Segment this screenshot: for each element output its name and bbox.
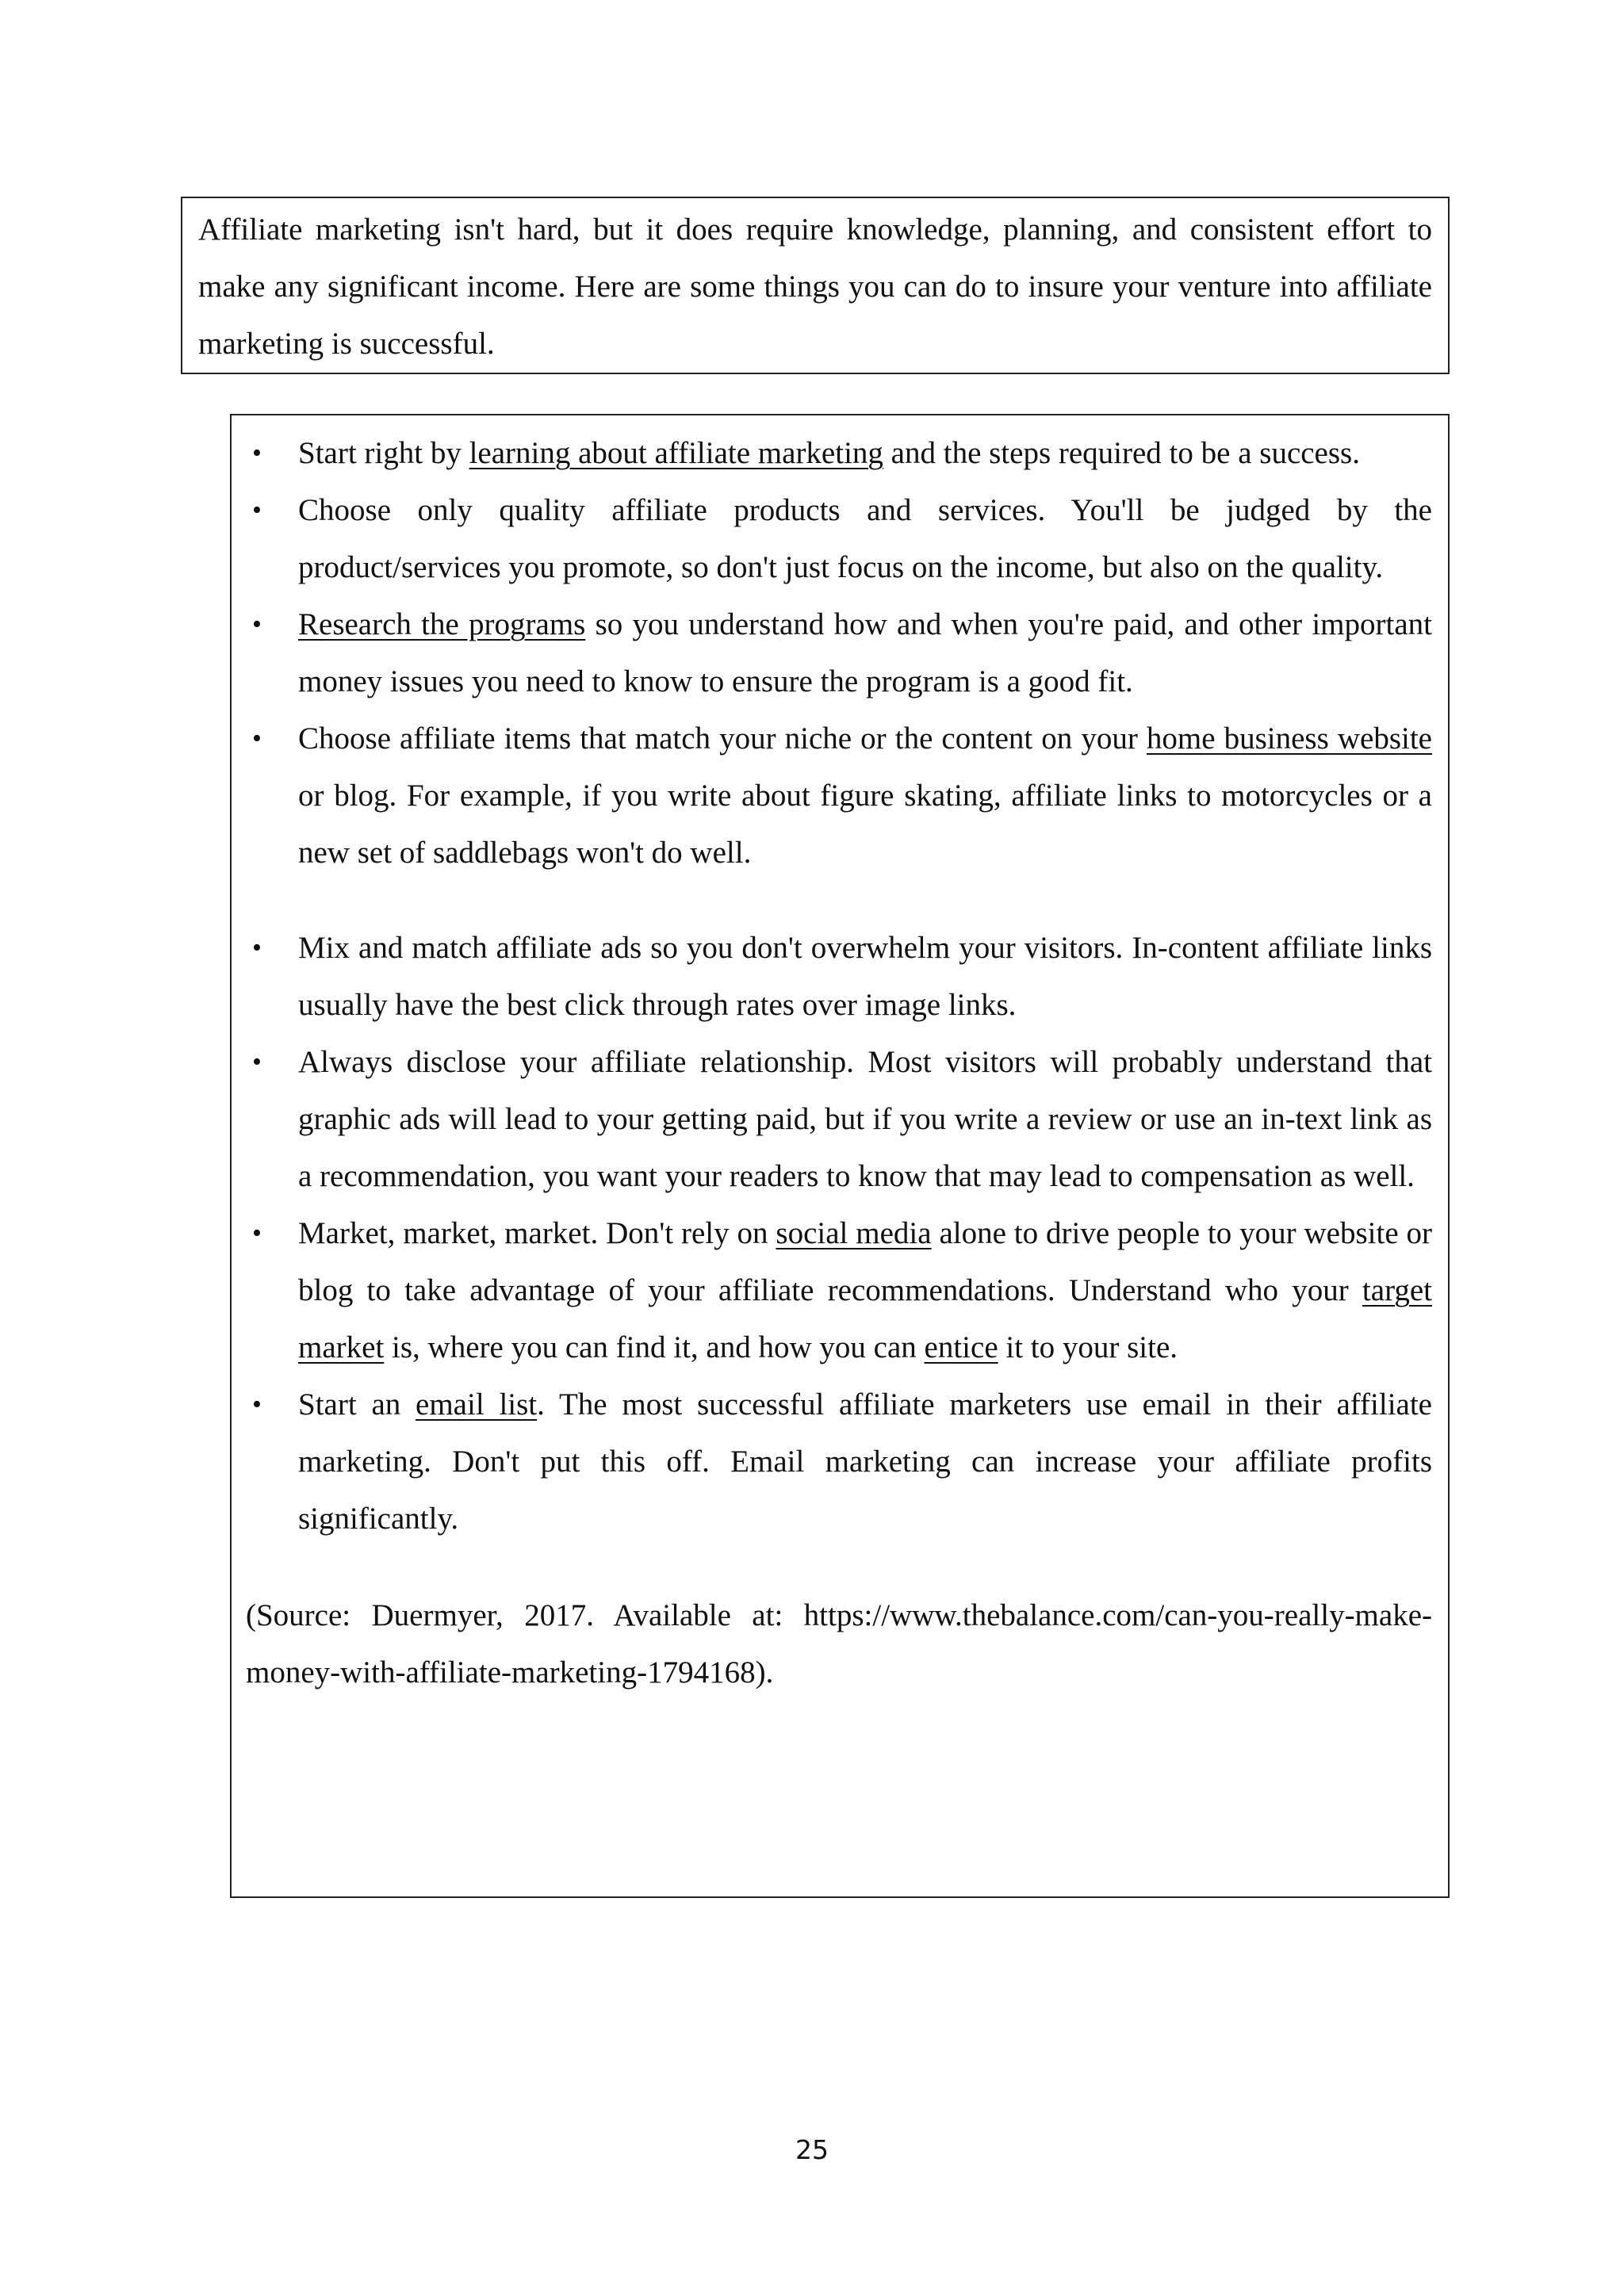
intro-box (181, 197, 1450, 374)
source-citation: (Source: Duermyer, 2017. Available at: https://www.thebalance.com/can-you-really-make-money-with-affiliate-marketing-1794168). (246, 1598, 1432, 1689)
list-item: • Choose affiliate items that match your niche or the content on your home business website or blog. For example, if you write about figure skating, affiliate links to motorcycles or a new set of saddlebags won't do well. (246, 710, 1432, 882)
home-business-website-link[interactable]: home business website (1146, 721, 1432, 756)
list-item: • Start an email list. The most successful affiliate marketers use email in their affiliate marketing. Don't put this off. Email marketing can increase your affiliate profits significantly. (246, 1376, 1432, 1548)
bullet-icon: • (252, 933, 262, 962)
bullet-icon: • (252, 438, 262, 468)
list-item: • Research the programs so you understand how and when you're paid, and other important money issues you need to know to ensure the program is a good fit. (246, 596, 1432, 710)
bullet-icon: • (252, 1219, 262, 1248)
tips-list (246, 415, 1432, 1548)
target-market-link[interactable]: target market (298, 1273, 1432, 1364)
bullet-icon: • (252, 1390, 262, 1419)
page-number: 25 (795, 2134, 829, 2165)
list-item: • Market, market, market. Don't rely on social media alone to drive people to your website or blog to take advantage of your affiliate recommendations. Understand who your target market is, where you can find it, and how you can entice it to your site. (246, 1205, 1432, 1376)
research-the-programs-link[interactable]: Research the programs (298, 607, 586, 641)
list-item: • Always disclose your affiliate relationship. Most visitors will probably understand that graphic ads will lead to your getting paid, but if you write a review or use an in-text link as a recommendation, you want your readers to know that may lead to compensation as well. (246, 1034, 1432, 1205)
list-item: • Choose only quality affiliate products and services. You'll be judged by the product/services you promote, so don't just focus on the income, but also on the quality. (246, 482, 1432, 596)
social-media-link[interactable]: social media (776, 1216, 932, 1250)
tips-box (230, 414, 1450, 1898)
entice-link[interactable]: entice (924, 1330, 998, 1364)
bullet-icon: • (252, 496, 262, 525)
learning-about-affiliate-marketing-link[interactable]: learning about affiliate marketing (469, 436, 883, 470)
bullet-icon: • (252, 724, 262, 753)
bullet-icon: • (252, 1047, 262, 1077)
list-item: • Mix and match affiliate ads so you don't overwhelm your visitors. In-content affiliate links usually have the best click through rates over image links. (246, 920, 1432, 1034)
bullet-icon: • (252, 610, 262, 639)
list-item: • Start right by learning about affiliate marketing and the steps required to be a success. (246, 425, 1432, 482)
intro-text: Affiliate marketing isn't hard, but it does require knowledge, planning, and consistent effort to make any significant income. Here are some things you can do to insure your venture into affiliate marketing is successful. (198, 212, 1432, 361)
email-list-link[interactable]: email list (416, 1387, 538, 1422)
